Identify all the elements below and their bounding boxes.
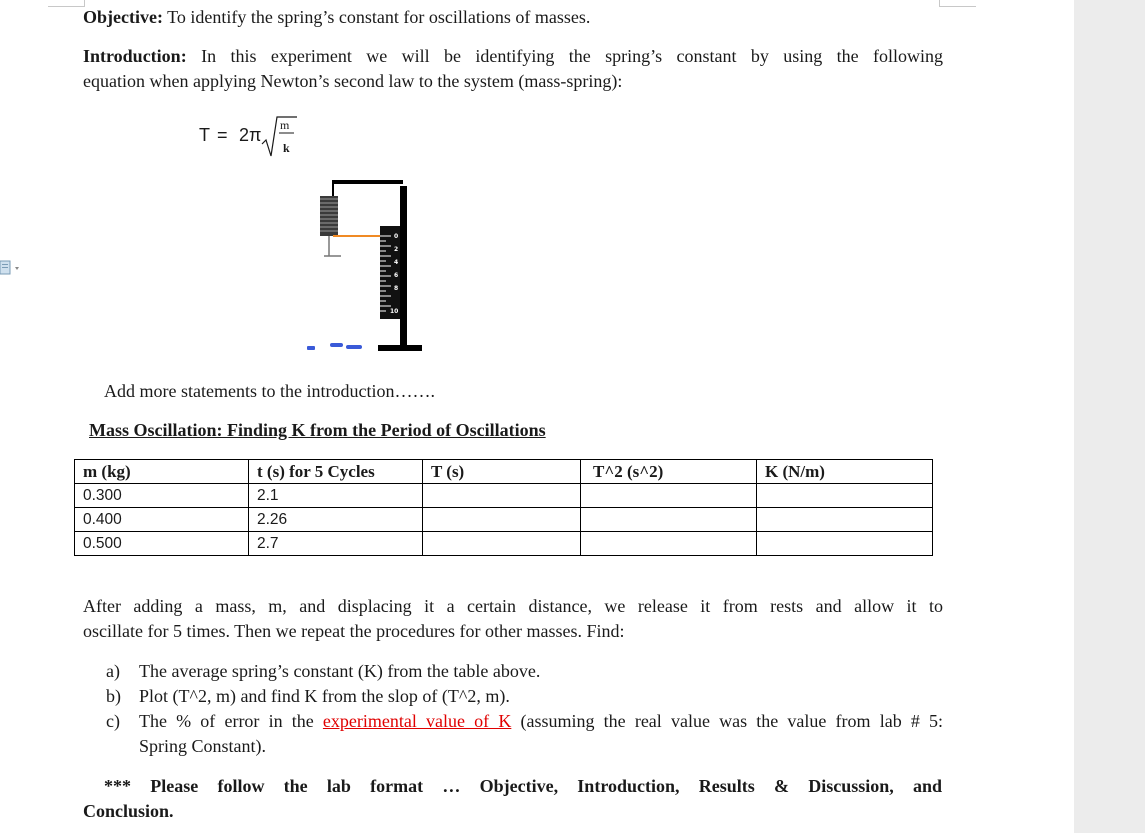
formula-lhs: T: [199, 125, 210, 145]
introduction-line-1: [83, 44, 943, 69]
formula-equals: =: [217, 125, 228, 145]
task-marker: b): [106, 686, 121, 706]
note-line-1: *** Please follow the lab format … Objective, Introduction, Results & Discussion, and: [104, 776, 942, 796]
window-background: [1074, 0, 1145, 833]
table-cell[interactable]: [423, 484, 581, 508]
table-cell[interactable]: 2.26: [249, 508, 423, 532]
task-text-continued: Spring Constant).: [139, 736, 267, 756]
table-cell[interactable]: 0.500: [75, 532, 249, 556]
task-text: Plot (T^2, m) and find K from the slop of (T^2, m).: [139, 686, 510, 706]
mass-disk: [346, 345, 362, 349]
formula-denominator: k: [283, 141, 290, 155]
procedure-line-1: After adding a mass, m, and displacing it a certain distance, we release it from rests and allow it to: [83, 596, 943, 616]
table-cell[interactable]: 2.7: [249, 532, 423, 556]
page-corner-mark: [48, 0, 85, 7]
period-formula: [199, 114, 299, 162]
mass-disk: [307, 346, 315, 350]
stand-rod: [400, 186, 407, 351]
mass-disk: [330, 343, 343, 347]
formula-numerator: m: [280, 118, 290, 132]
scale-label: 8: [394, 285, 399, 292]
table-cell[interactable]: 0.300: [75, 484, 249, 508]
table-row: [75, 484, 933, 508]
task-text: [139, 709, 943, 734]
task-text-after: (assuming the real value was the value from lab # 5:: [520, 711, 944, 731]
paste-options-icon[interactable]: [0, 260, 22, 276]
table-cell[interactable]: 2.1: [249, 484, 423, 508]
table-header-cell: T (s): [423, 460, 581, 484]
scale-label: 2: [394, 246, 399, 253]
table-cell[interactable]: [581, 508, 757, 532]
objective-label: Objective:: [83, 7, 163, 27]
error-link[interactable]: experimental value of K: [322, 711, 512, 731]
spring-coil: [320, 196, 338, 236]
table-header-row: [75, 460, 933, 484]
table-cell[interactable]: [423, 532, 581, 556]
table-cell[interactable]: [757, 532, 933, 556]
scale-label: 10: [390, 308, 399, 315]
introduction-line-2: equation when applying Newton’s second law to the system (mass-spring):: [83, 71, 623, 91]
section-title: Mass Oscillation: Finding K from the Period of Oscillations: [89, 420, 546, 440]
scale-label: 4: [394, 259, 399, 266]
table-header-cell: K (N/m): [757, 460, 933, 484]
task-marker: c): [106, 711, 120, 731]
introduction-text-1: In this experiment we will be identifying the spring’s constant by using the following: [201, 46, 944, 66]
scale-label: 6: [394, 272, 399, 279]
table-header-cell: T^2 (s^2): [581, 460, 757, 484]
table-row: [75, 532, 933, 556]
scale-label: 0: [394, 233, 399, 240]
table-cell[interactable]: [757, 508, 933, 532]
table-cell[interactable]: [423, 508, 581, 532]
note-line-2: Conclusion.: [83, 801, 174, 821]
objective-line: [83, 5, 590, 30]
formula-coefficient: 2π: [239, 125, 262, 145]
objective-text: To identify the spring’s constant for oscillations of masses.: [167, 7, 591, 27]
table-cell[interactable]: [581, 484, 757, 508]
task-marker: a): [106, 661, 120, 681]
table-header-cell: m (kg): [75, 460, 249, 484]
page-corner-mark: [939, 0, 976, 7]
task-text-before: The % of error in the: [139, 711, 314, 731]
introduction-label: Introduction:: [83, 46, 187, 66]
table-header-cell: t (s) for 5 Cycles: [249, 460, 423, 484]
procedure-line-2: oscillate for 5 times. Then we repeat the procedures for other masses. Find:: [83, 621, 625, 641]
data-table: [74, 459, 933, 556]
add-more-statement: Add more statements to the introduction…….: [104, 381, 435, 401]
table-row: [75, 508, 933, 532]
spring-mass-apparatus-image: [300, 180, 440, 360]
table-cell[interactable]: 0.400: [75, 508, 249, 532]
table-cell[interactable]: [757, 484, 933, 508]
stand-base: [378, 345, 422, 351]
task-text: The average spring’s constant (K) from the table above.: [139, 661, 541, 681]
table-cell[interactable]: [581, 532, 757, 556]
